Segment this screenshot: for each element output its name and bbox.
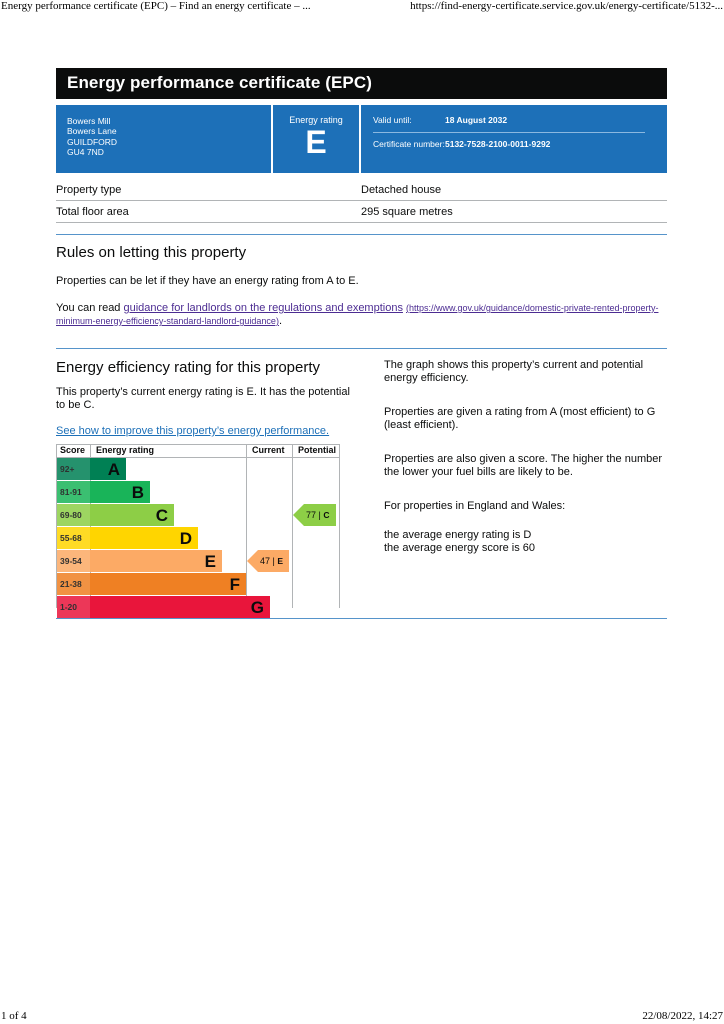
score-explanation: Properties are also given a score. The higher the number the lower your fuel bills are likely to be. <box>384 453 663 478</box>
section-divider <box>56 618 667 619</box>
band-bar-g: G <box>90 596 270 618</box>
address-line: GUILDFORD <box>67 136 118 147</box>
property-value: 295 square metres <box>361 205 453 218</box>
band-score-label: 69-80 <box>57 504 90 526</box>
potential-column-header: Potential <box>298 445 337 455</box>
landlord-guidance-url[interactable]: (https://www.gov.uk/guidance/domestic-private-rented-property-minimum-energy-efficiency-standard-landlord-guidance) <box>56 303 659 326</box>
valid-until-row <box>373 115 645 133</box>
epc-summary-panel <box>56 105 667 173</box>
england-wales-label: For properties in England and Wales: <box>384 500 566 512</box>
band-score-label: 21-38 <box>57 573 90 595</box>
energy-rating-graph <box>56 444 339 617</box>
graph-gridline <box>246 444 247 608</box>
band-bar-c: C <box>90 504 174 526</box>
guidance-prefix: You can read <box>56 302 124 314</box>
current-rating-tag-score: 47 | <box>260 556 278 566</box>
graph-explanation: The graph shows this property’s current and potential energy efficiency. <box>384 359 644 384</box>
potential-rating-tag-label <box>304 504 336 526</box>
score-column-header: Score <box>60 445 86 455</box>
letting-guidance <box>56 302 667 328</box>
page-number: 1 of 4 <box>1 1010 27 1022</box>
band-score-label: 39-54 <box>57 550 90 572</box>
certificate-content <box>56 68 667 619</box>
letting-rule: Properties can be let if they have an energy rating from A to E. <box>56 275 359 287</box>
band-bar-d: D <box>90 527 198 549</box>
letting-heading: Rules on letting this property <box>56 244 247 261</box>
band-score-label: 55-68 <box>57 527 90 549</box>
valid-until-value: 18 August 2032 <box>445 115 508 125</box>
property-details-table <box>56 179 667 223</box>
rating-column-header: Energy rating <box>96 445 155 455</box>
address-line: Bowers Mill <box>67 116 111 126</box>
average-score: the average energy score is 60 <box>384 542 536 554</box>
section-divider <box>56 234 667 235</box>
property-key: Property type <box>56 183 122 196</box>
current-column-header: Current <box>252 445 285 455</box>
band-score-label: 1-20 <box>57 596 90 618</box>
property-row <box>56 201 667 223</box>
property-value: Detached house <box>361 183 442 196</box>
print-page-url: https://find-energy-certificate.service.gov.uk/energy-certificate/5132-... <box>410 0 723 12</box>
band-bar-f: F <box>90 573 246 595</box>
graph-gridline <box>339 444 340 608</box>
epc-title: Energy performance certificate (EPC) <box>56 68 667 99</box>
energy-rating-label: Energy rating <box>289 115 343 125</box>
property-key: Total floor area <box>56 205 129 218</box>
efficiency-heading: Energy efficiency rating for this property <box>56 359 321 376</box>
rating-explanation: Properties are given a rating from A (most efficient) to G (least efficient). <box>384 406 656 431</box>
band-score-label: 81-91 <box>57 481 90 503</box>
certificate-details <box>361 105 667 173</box>
energy-rating-box <box>273 105 361 173</box>
band-bar-b: B <box>90 481 150 503</box>
valid-until-label: Valid until: <box>373 115 412 125</box>
average-rating: the average energy rating is D <box>384 529 532 541</box>
energy-rating-letter: E <box>305 124 327 160</box>
efficiency-right-column <box>356 349 667 608</box>
band-bar-a: A <box>90 458 126 480</box>
print-header <box>0 0 724 14</box>
certificate-number-row <box>373 133 645 149</box>
potential-rating-tag-letter: C <box>323 510 330 520</box>
property-row <box>56 179 667 201</box>
current-rating-text: This property’s current energy rating is E. It has the potential to be C. <box>56 386 350 411</box>
graph-gridline <box>292 444 293 608</box>
current-rating-tag-arrow <box>247 550 258 572</box>
print-page-title: Energy performance certificate (EPC) – Find an energy certificate – ... <box>1 0 311 12</box>
guidance-suffix: . <box>278 315 282 327</box>
efficiency-section <box>56 349 667 617</box>
certificate-number-label: Certificate number: <box>373 139 445 149</box>
band-bar-e: E <box>90 550 222 572</box>
improve-performance-link[interactable]: See how to improve this property’s energy performance. <box>56 425 330 437</box>
address-line: Bowers Lane <box>67 126 117 137</box>
print-footer <box>0 1010 724 1024</box>
current-rating-tag-label <box>258 550 289 572</box>
band-score-label: 92+ <box>57 458 90 480</box>
property-address <box>56 105 273 173</box>
print-datetime: 22/08/2022, 14:27 <box>642 1010 723 1022</box>
potential-rating-tag-score: 77 | <box>306 510 324 520</box>
potential-rating-tag-arrow <box>293 504 304 526</box>
current-rating-tag-letter: E <box>277 556 284 566</box>
address-line: GU4 7ND <box>67 146 104 157</box>
efficiency-left-column <box>56 349 356 617</box>
certificate-number-value: 5132-7528-2100-0011-9292 <box>445 139 551 149</box>
landlord-guidance-link[interactable]: guidance for landlords on the regulations and exemptions <box>123 302 403 314</box>
